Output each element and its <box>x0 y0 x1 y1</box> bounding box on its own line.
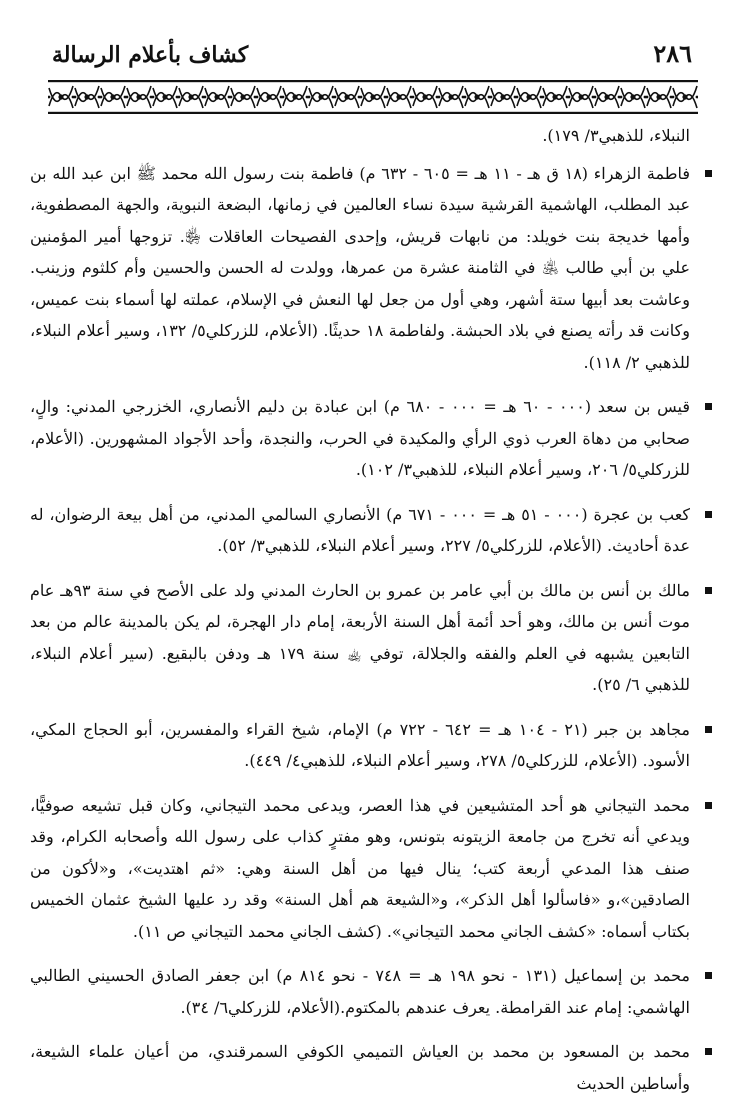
entry-mujahid <box>30 714 690 777</box>
entry-text: قيس بن سعد (٠٠٠ - ٦٠ هـ = ٠٠٠ - ٦٨٠ م) ابن عبادة بن دليم الأنصاري، الخزرجي المدني: والٍ، صحابي من دهاة العرب ذوي الرأي والمكيدة في الحرب، والنجدة، وأحد الأجواد المشهورين. (الأعلام، للزركلي٥/ ٢٠٦، وسير أعلام النبلاء، للذهبي٣/ ١٠٢). <box>30 397 690 479</box>
decorative-border <box>48 80 698 114</box>
entry-text: محمد بن إسماعيل (١٣١ - نحو ١٩٨ هـ = ٧٤٨ - نحو ٨١٤ م) ابن جعفر الصادق الحسيني الطالبي الهاشمي: إمام عند القرامطة. يعرف عندهم بالمكتوم.(الأعلام، للزركلي٦/ ٣٤). <box>30 966 690 1017</box>
entry-malik <box>30 575 690 701</box>
entry-text: كعب بن عجرة (٠٠٠ - ٥١ هـ = ٠٠٠ - ٦٧١ م) الأنصاري السالمي المدني، من أهل بيعة الرضوان، له عدة أحاديث. (الأعلام، للزركلي٥/ ٢٢٧، وسير أعلام النبلاء، للذهبي٣/ ٥٢). <box>30 504 691 555</box>
entry-fatima <box>30 158 690 379</box>
entry-qays <box>30 391 690 486</box>
entry-text: محمد بن المسعود بن محمد بن العياش التميمي الكوفي السمرقندي، من أعيان علماء الشيعة، وأساطين الحديث <box>30 1042 691 1093</box>
entry-ayyashi <box>30 1036 690 1099</box>
continued-text: النبلاء، للذهبي٣/ ١٧٩). <box>542 126 690 145</box>
bullet-icon <box>705 972 712 979</box>
bullet-icon <box>705 1048 712 1055</box>
entry-text: مجاهد بن جبر (٢١ - ١٠٤ هـ = ٦٤٢ - ٧٢٢ م) الإمام، شيخ القراء والمفسرين، أبو الحجاج المكي، الأسود. (الأعلام، للزركلي٥/ ٢٧٨، وسير أعلام النبلاء، للذهبي٤/ ٤٤٩). <box>30 719 690 770</box>
bullet-icon <box>705 587 712 594</box>
bullet-icon <box>705 511 712 518</box>
bullet-icon <box>705 170 712 177</box>
bullet-icon <box>705 726 712 733</box>
entry-kaab <box>30 499 690 562</box>
entry-text: مالك بن أنس بن مالك بن أبي عامر بن عمرو بن الحارث المدني ولد على الأصح في سنة ٩٣هـ عام موت أنس بن مالك، وهو أحد أئمة أهل السنة الأربعة، إمام دار الهجرة، لم يكن بالمدينة عالم من بعد التابعين يشبهه في العلم والفقه والجلالة، توفي ﵀ سنة ١٧٩ هـ ودفن بالبقيع. (سير أعلام النبلاء، للذهبي ٦/ ٢٥). <box>30 580 690 694</box>
bullet-icon <box>705 403 712 410</box>
entry-text: فاطمة الزهراء (١٨ ق هـ - ١١ هـ = ٦٠٥ - ٦٣٢ م) فاطمة بنت رسول الله محمد ﷺ ابن عبد الله بن عبد المطلب، الهاشمية القرشية سيدة نساء العالمين في زمانها، البضعة النبوية، والجهة المصطفوية، وأمها خديجة بنت خويلد: من نابهات قريش، وإحدى الفصيحات العاقلات ﵂. تزوجها أمير المؤمنين علي بن أبي طالب ﵁ في الثامنة عشرة من عمرها، وولدت له الحسن والحسين وأم كلثوم وزينب. وعاشت بعد أبيها ستة أشهر، وهي أول من جعل لها النعش في الإسلام، عملته لها أسماء بنت عميس، وكانت قد رأته يصنع في بلاد الحبشة. ولفاطمة ١٨ حديثًا. (الأعلام، للزركلي٥/ ١٣٢، وسير أعلام النبلاء، للذهبي ٢/ ١١٨). <box>30 163 691 372</box>
running-title: كشاف بأعلام الرسالة <box>52 42 249 68</box>
page-body <box>30 120 690 1112</box>
entry-text: محمد التيجاني هو أحد المتشيعين في هذا العصر، ويدعى محمد التيجاني، وكان قبل تشيعه صوفيًّا، ويدعي أنه تخرج من جامعة الزيتونه بتونس، وهو مفترٍ كذاب على رسول الله وأصحابه الكرام، وقد صنف هذا المدعي أربعة كتب؛ ينال فيها من أهل السنة وهي: «ثم اهتديت»، و«لأكون من الصادقين»،و «فاسألوا أهل الذكر»، و«الشيعة هم أهل السنة» وقد رد عليها الشيخ عثمان الخميس بكتاب أسماه: «كشف الجاني محمد التيجاني». (كشف الجاني محمد التيجاني ص ١١). <box>30 795 690 941</box>
bullet-icon <box>705 802 712 809</box>
page-number: ٢٨٦ <box>653 39 692 68</box>
entry-tijani <box>30 790 690 948</box>
page-header <box>52 38 692 80</box>
entry-muhammad-ismail <box>30 960 690 1023</box>
